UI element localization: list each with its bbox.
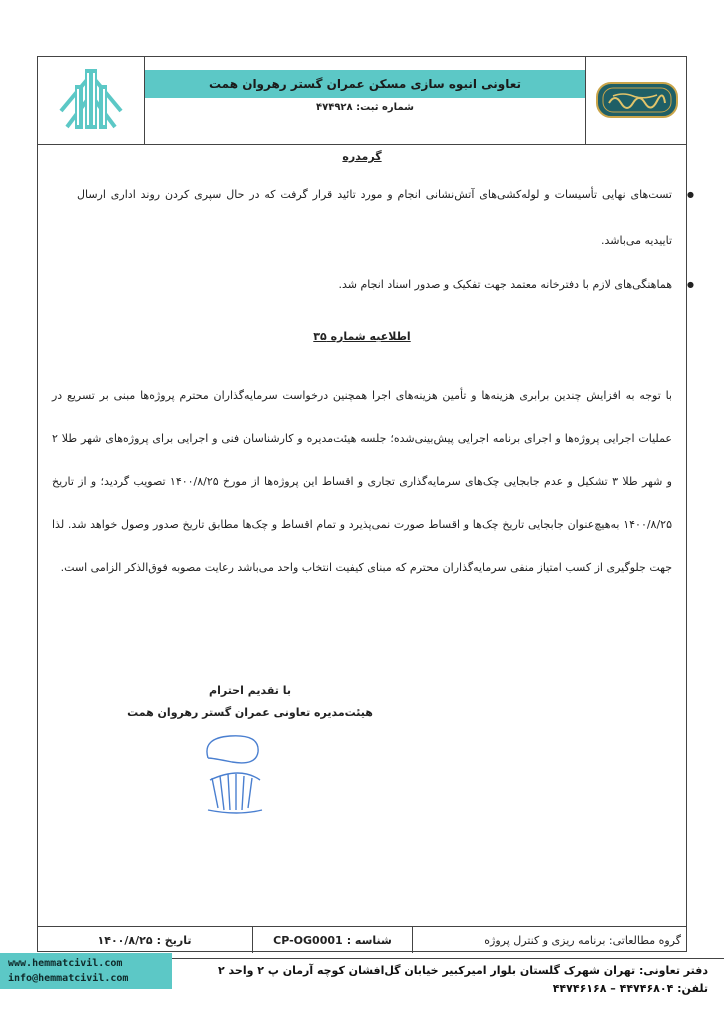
date-label: تاریخ : (156, 933, 192, 947)
notice-body: با توجه به افزایش چندین برابری هزینه‌ها و تأمین هزینه‌های اجرا همچنین درخواست سرمایه‌گذاران محترم پروژه‌ها مبنی بر تسریع در عملیات اجرایی پروژه‌ها و اجرای برنامه اجرایی پیش‌بینی‌شده؛ جلسه هیئت‌مدیره و کارشناسان فنی و اجرایی برای پروژه‌های شهر طلا ۲ و شهر طلا ۳ تشکیل و عدم جابجایی چک‌های سرمایه‌گذاری تجاری و اقساط این پروژه‌ها از مورخ ۱۴۰۰/۸/۲۵ تصویب گردید؛ و از تاریخ ۱۴۰۰/۸/۲۵ به‌هیچ‌عنوان جابجایی تاریخ چک‌ها و اقساط صورت نمی‌پذیرد و تمام اقساط و چک‌ها مطابق تاریخ صدور وصول خواهد شد. لذا جهت جلوگیری از کسب امتیاز منفی سرمایه‌گذاران محترم که مبنای کیفیت انتخاب واحد می‌باشد رعایت مصوبه فوق‌الذکر الزامی است. (52, 389, 672, 574)
website-link[interactable]: www.hemmatcivil.com (8, 958, 123, 969)
closing-block (120, 680, 380, 724)
office-phone: تلفن: ۴۴۷۴۶۸۰۴ – ۴۴۷۴۶۱۶۸ (552, 982, 708, 995)
document-code: CP-OG0001 (273, 933, 343, 947)
bullet-item: ● هماهنگی‌های لازم با دفترخانه معتمد جهت تفکیک و صدور اسناد انجام شد. (77, 262, 672, 308)
office-address-block (188, 962, 708, 998)
header-divider (37, 144, 687, 145)
company-title-band (145, 70, 585, 98)
closing-signatory: هیئت‌مدیره تعاونی عمران گستر رهروان همت (127, 706, 373, 719)
notice-title: اطلاعیه شماره ۳۵ (313, 330, 411, 343)
closing-greeting: با تقدیم احترام (209, 684, 291, 697)
footer-info-table (37, 926, 687, 953)
contact-web-box (0, 953, 172, 989)
bullet-item: ● تست‌های نهایی تأسیسات و لوله‌کشی‌های آتش‌نشانی انجام و مورد تائید قرار گرفت که در حال سپری کردن روند اداری ارسال تاییدیه می‌باشد. (77, 172, 672, 264)
document-date: ۱۴۰۰/۸/۲۵ (97, 933, 153, 947)
code-label: شناسه : (346, 933, 392, 947)
company-logo (37, 56, 145, 144)
footer-divider (172, 958, 724, 959)
date-cell (37, 927, 252, 953)
building-logo-icon (53, 65, 129, 135)
company-title: تعاونی انبوه سازی مسکن عمران گستر رهروان همت (208, 77, 522, 91)
study-group: گروه مطالعاتی: برنامه ریزی و کنترل پروژه (412, 927, 687, 953)
document-code-cell (252, 927, 412, 953)
registration-number: شماره ثبت: ۴۷۴۹۲۸ (316, 102, 414, 113)
calligraphy-logo-icon (595, 79, 679, 121)
signature-stamp (200, 728, 270, 818)
section-title-garmdareh: گرمدره (342, 150, 382, 163)
office-address: دفتر تعاونی: تهران شهرک گلستان بلوار امیرکبیر خیابان گل‌افشان کوچه آرمان پ ۲ واحد ۲ (217, 964, 708, 977)
email-link[interactable]: info@hemmatcivil.com (8, 973, 129, 984)
calligraphy-emblem (585, 56, 687, 144)
